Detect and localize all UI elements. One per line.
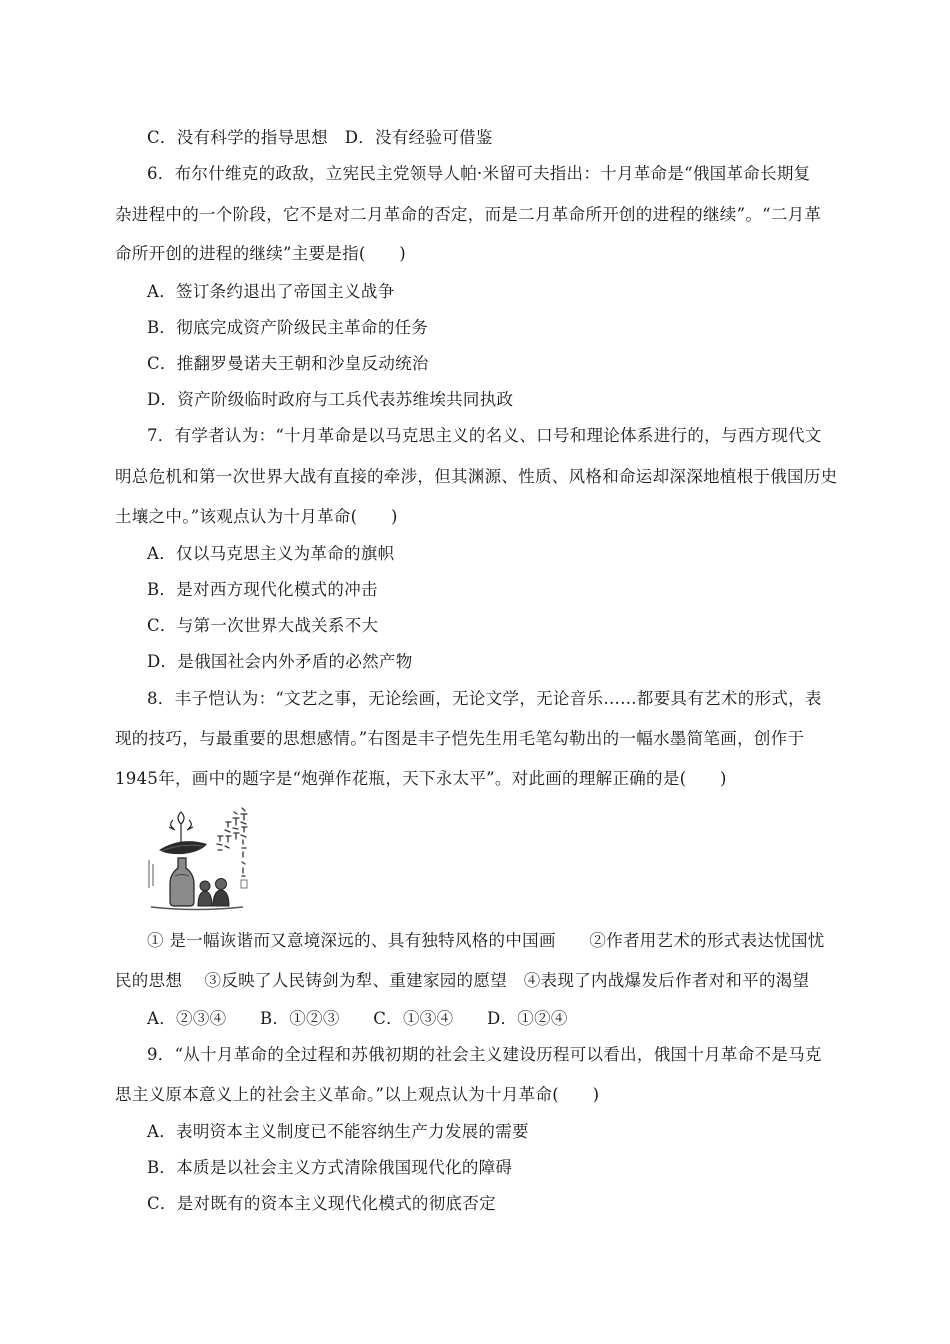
q8-statements-line1: ① 是一幅诙谐而又意境深远的、具有独特风格的中国画 ②作者用艺术的形式表达忧国忧: [147, 931, 825, 950]
q8-stem-line3: 1945年，画中的题字是“炮弹作花瓶，天下永太平”。对此画的理解正确的是( ): [115, 769, 727, 788]
q7-option-d: D．是俄国社会内外矛盾的必然产物: [147, 652, 413, 671]
q7-option-b: B．是对西方现代化模式的冲击: [147, 580, 378, 599]
q9-stem-line1: 9．“从十月革命的全过程和苏俄初期的社会主义建设历程可以看出，俄国十月革命不是马克: [147, 1045, 822, 1064]
q6-stem-line3: 命所开创的进程的继续”主要是指( ): [115, 244, 407, 263]
q9-option-c: C．是对既有的资本主义现代化模式的彻底否定: [147, 1194, 496, 1213]
ink-painting-illustration: [145, 800, 253, 912]
q7-option-c: C．与第一次世界大战关系不大: [147, 616, 379, 635]
q5-options-cd: C．没有科学的指导思想 D．没有经验可借鉴: [147, 128, 493, 147]
q7-option-a: A．仅以马克思主义为革命的旗帜: [147, 544, 395, 563]
q9-option-b: B．本质是以社会主义方式清除俄国现代化的障碍: [147, 1158, 513, 1177]
q6-option-a: A．签订条约退出了帝国主义战争: [147, 282, 395, 301]
q7-stem-line1: 7．有学者认为：“十月革命是以马克思主义的名义、口号和理论体系进行的，与西方现代文: [147, 426, 822, 445]
q6-stem-line2: 杂进程中的一个阶段，它不是对二月革命的否定，而是二月革命所开创的进程的继续”。“二月革: [115, 205, 822, 224]
q9-stem-line2: 思主义原本意义上的社会主义革命。”以上观点认为十月革命( ): [115, 1085, 600, 1104]
q8-stem-line2: 现的技巧，与最重要的思想感情。”右图是丰子恺先生用毛笔勾勒出的一幅水墨简笔画，创作于: [115, 729, 805, 748]
q6-option-c: C．推翻罗曼诺夫王朝和沙皇反动统治: [147, 354, 429, 373]
q7-stem-line2: 明总危机和第一次世界大战有直接的牵涉，但其渊源、性质、风格和命运却深深地植根于俄国历史: [115, 467, 838, 486]
q7-stem-line3: 土壤之中。”该观点认为十月革命( ): [115, 507, 398, 526]
q6-option-b: B．彻底完成资产阶级民主革命的任务: [147, 318, 429, 337]
ink-painting-figure: [145, 800, 253, 912]
q9-option-a: A．表明资本主义制度已不能容纳生产力发展的需要: [147, 1122, 529, 1141]
q8-stem-line1: 8．丰子恺认为：“文艺之事，无论绘画，无论文学，无论音乐……都要具有艺术的形式，表: [147, 689, 822, 708]
q8-options: A．②③④ B．①②③ C．①③④ D．①②④: [147, 1009, 568, 1028]
q6-option-d: D．资产阶级临时政府与工兵代表苏维埃共同执政: [147, 390, 514, 409]
q8-statements-line2: 民的思想 ③反映了人民铸剑为犁、重建家园的愿望 ④表现了内战爆发后作者对和平的渴望: [115, 971, 810, 990]
q6-stem-line1: 6．布尔什维克的政敌，立宪民主党领导人帕·米留可夫指出：十月革命是“俄国革命长期复: [147, 164, 811, 183]
